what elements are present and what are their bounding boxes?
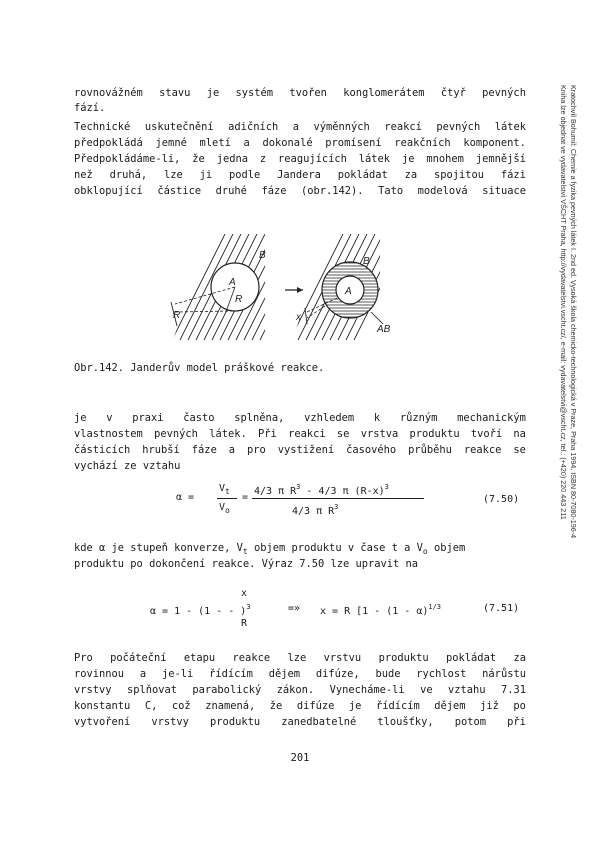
text-line: vytvoření vrstvy produktu zanedbatelné tloušťky, potom při (74, 716, 526, 728)
eq-equals: = (242, 492, 249, 503)
jander-model-figure (155, 232, 405, 352)
text-line: rovnovážném stavu je systém tvořen konglomerátem čtyř pevných (74, 87, 526, 99)
eq751-bottom-r: R (241, 618, 248, 629)
text-line: Předpokládáme-li, že jedna z reagujících látek je mnohem jemnější (74, 153, 526, 165)
page-number: 201 (290, 752, 310, 764)
text-line: kde α je stupeň konverze, $V_t$ objem produktu v čase t a $V_o$ objem (74, 542, 466, 556)
label-r-inner: R (235, 294, 243, 305)
sidebar-line-2: Kniha lze objednat ve vydavatelství VŠCHT Praha, http://vydavatelstvi.vscht.cz/, e-mail: vydavatelstvi@vscht.cz, tel.: (+420) 220 443 211 (559, 85, 569, 520)
label-b-left: B (259, 250, 266, 261)
figure-caption: Obr.142. Janderův model práškové reakce. (74, 362, 325, 374)
eq751-arrow: =» (288, 603, 301, 614)
text-line: vychází ze vztahu (74, 460, 181, 472)
label-r-outer: R (173, 310, 181, 321)
eq-alpha: α = (176, 492, 195, 503)
text-line: než druhá, lze ji podle Jandera pokládat za spojitou fázi (74, 169, 526, 181)
text-line: rovinnou a je-li řídícím dějem difúze, bude rychlost nárůstu (74, 668, 526, 680)
hatching-left (171, 232, 314, 342)
text-line: předpokládá jemné mletí a dokonalé promísení reakčních komponent. (74, 137, 526, 149)
text-line: vlastnostem pevných látek. Při reakci se vrstva produktu tvoří na (74, 428, 526, 440)
eq751-top-x: x (241, 588, 248, 599)
text-line: obklopující částice druhé fáze (obr.142). Tato modelová situace (74, 185, 526, 197)
eq-number-7-50: (7.50) (483, 494, 520, 505)
text-line: vrstvy splňovat parabolický zákon. Vynecháme-li ve vztahu 7.31 (74, 684, 526, 696)
eq-number-7-51: (7.51) (483, 603, 520, 614)
label-ab: AB (377, 324, 391, 335)
label-x: x (296, 312, 301, 323)
text-line: částicích hrubší fáze a pro vystižení časového průběhu reakce se (74, 444, 526, 456)
eq-denominator: 4/3 π $R^3$ (292, 503, 339, 517)
sidebar-citation (548, 85, 578, 605)
text-line: konstantu C, což znamená, že difúze je řídícím dějem již po (74, 700, 526, 712)
sidebar-line-1: Kratochvíl Bohumil: Chemie a fyzika pevných látek I. 2nd ed. Vysoká škola chemicko-technologická v Praze, Praha 1994. ISBN 80-7080-196-4 (569, 85, 578, 539)
eq751-main: α = 1 - (1 - - )$^3$ (150, 603, 251, 617)
eq-vo: $V_o$ (219, 502, 230, 515)
text-line: Technické uskutečnění adičních a výměnných reakcí pevných látek (74, 121, 526, 133)
eq-numerator: 4/3 π $R^3 - 4/3$ π $(R-x)^3$ (254, 483, 389, 497)
text-line: produktu po dokončení reakce. Výraz 7.50 lze upravit na (74, 558, 419, 570)
text-line: Pro počáteční etapu reakce lze vrstvu produktu pokládat za (74, 652, 526, 664)
label-b-right: B (363, 256, 370, 267)
eq751-right: x = R [1 - (1 - α)$^{1/3}$ (320, 603, 442, 617)
text-line: je v praxi často splněna, vzhledem k různým mechanickým (74, 412, 526, 424)
label-a-right: A (345, 286, 352, 297)
eq-vt: $V_t$ (219, 483, 230, 496)
label-a-left: A (229, 277, 236, 288)
text-line: fází. (74, 102, 106, 114)
